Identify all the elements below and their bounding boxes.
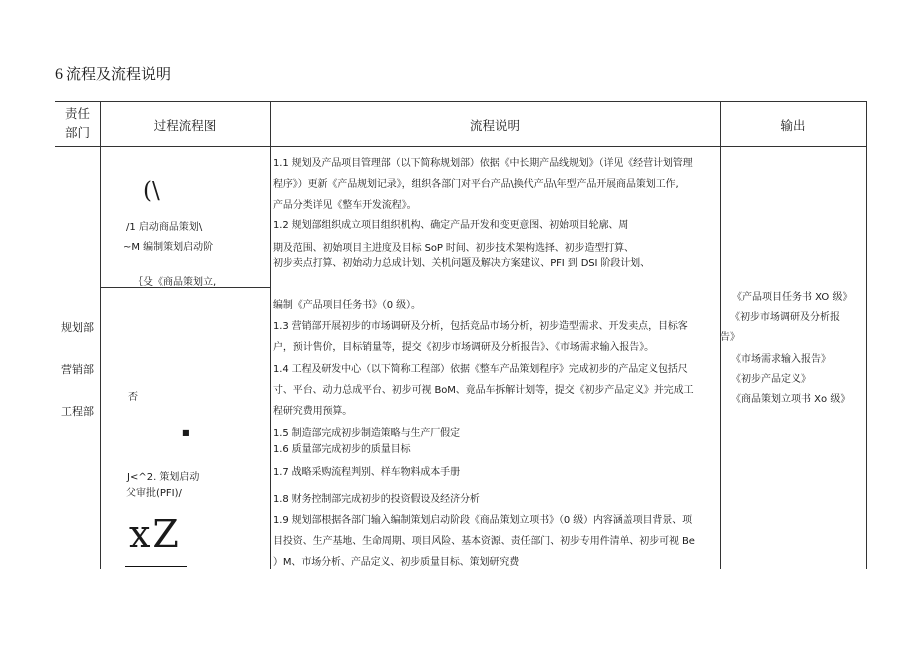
- section-title: 流程及流程说明: [66, 65, 172, 83]
- output-item: 《市场需求输入报告》: [731, 354, 831, 365]
- header-output: 输出: [780, 118, 806, 133]
- section-number: 6: [55, 66, 63, 83]
- output-item: 《商品策划立项书 Xo 级》: [731, 394, 851, 405]
- flow-step1-line1: /1 启动商品策划\: [126, 222, 203, 233]
- output-item: 《初步产品定义》: [731, 374, 811, 385]
- desc-line: 1.6 质量部完成初步的质量目标: [273, 444, 411, 455]
- desc-line: 期及范围、初始项目主进度及目标 SoP 时间、初步技术架构选择、初步造型打算、: [273, 243, 634, 254]
- desc-line: ）M、市场分析、产品定义、初步质量目标、策划研究费: [273, 557, 520, 568]
- desc-line: 程研究费用预算。: [273, 406, 353, 417]
- table-header-border: [55, 146, 867, 147]
- desc-line: 1.9 规划部根据各部门输入编制策划启动阶段《商品策划立项书》（0 级）内容涵盖项目背景、项: [273, 515, 693, 526]
- dept-marketing: 营销部: [61, 363, 94, 376]
- flow-step1-line2: ~M 编制策划启动阶: [123, 242, 214, 253]
- table-col-border-2: [270, 101, 271, 569]
- desc-line: 程序》）更新《产品规划记录》，组织各部门对平台产品\换代产品\年型产品开展商品策划工作,: [273, 179, 679, 190]
- desc-line: 寸、平台、动力总成平台、初步可视 BoM、竟品车拆解计划等，提交《初步产品定义》并完成工: [273, 385, 694, 396]
- desc-line: 目投资、生产基地、生命周期、项目风险、基本资源、责任部门、初步专用件清单、初步可视 Be: [273, 536, 695, 547]
- desc-line: 初步卖点打算、初始动力总成计划、关机问题及解决方案建议、PFI 到 DSI 阶段计划、: [273, 258, 650, 269]
- header-dept: [55, 104, 100, 142]
- desc-line: 1.2 规划部组织成立项目组织机构、确定产品开发和变更意图、初始项目轮廓、周: [273, 220, 629, 231]
- desc-line: 编制《产品项目任务书》（0 级）。: [273, 300, 421, 311]
- flow-bottom-bar: [125, 566, 187, 567]
- table-col-border-1: [100, 101, 101, 569]
- flow-dot: ■: [182, 428, 190, 437]
- flow-start-symbol: (\: [143, 178, 160, 204]
- flow-no-label: 否: [128, 392, 138, 403]
- desc-line: 1.5 制造部完成初步制造策略与生产厂假定: [273, 428, 460, 439]
- flow-step2-line1: J<^2. 策划启动: [127, 472, 200, 483]
- desc-line: 户，预计售价，目标销量等，提交《初步市场调研及分析报告》、《市场需求输入报告》。: [273, 342, 654, 353]
- desc-line: 1.8 财务控制部完成初步的投资假设及经济分析: [273, 494, 480, 505]
- header-flow: 过程流程图: [153, 118, 217, 133]
- header-desc: 流程说明: [469, 118, 520, 133]
- desc-line: 1.4 工程及研发中心（以下简称工程部）依据《整车产品策划程序》完成初步的产品定义包括尺: [273, 364, 688, 375]
- table-right-border: [866, 101, 867, 569]
- flow-decision-symbol: xZ: [129, 512, 181, 556]
- output-item: 《初步市场调研及分析报: [730, 312, 840, 323]
- desc-line: 1.3 营销部开展初步的市场调研及分析，包括竞品市场分析，初步造型需求、开发卖点，目标客: [273, 321, 688, 332]
- output-item: 告》: [720, 332, 740, 343]
- desc-line: 1.7 战略采购流程判别、样车物料成本手册: [273, 467, 460, 478]
- flow-step2-line2: 父审批(PFI)/: [126, 488, 182, 499]
- output-item: 《产品项目任务书 XO 级》: [732, 292, 853, 303]
- dept-planning: 规划部: [61, 321, 94, 334]
- desc-line: 产品分类详见《整车开发流程》。: [273, 200, 417, 211]
- flow-step1-line3: ｛殳《商品策划立,: [133, 277, 217, 288]
- desc-line: 1.1 规划及产品项目管理部（以下简称规划部）依据《中长期产品线规划》（详见《经营计划管理: [273, 158, 693, 169]
- dept-engineering: 工程部: [61, 405, 94, 418]
- header-dept-line2: 部门: [64, 125, 90, 140]
- table-top-border: [55, 101, 867, 102]
- header-dept-line1: 责任: [64, 106, 90, 121]
- section-heading: [55, 63, 171, 84]
